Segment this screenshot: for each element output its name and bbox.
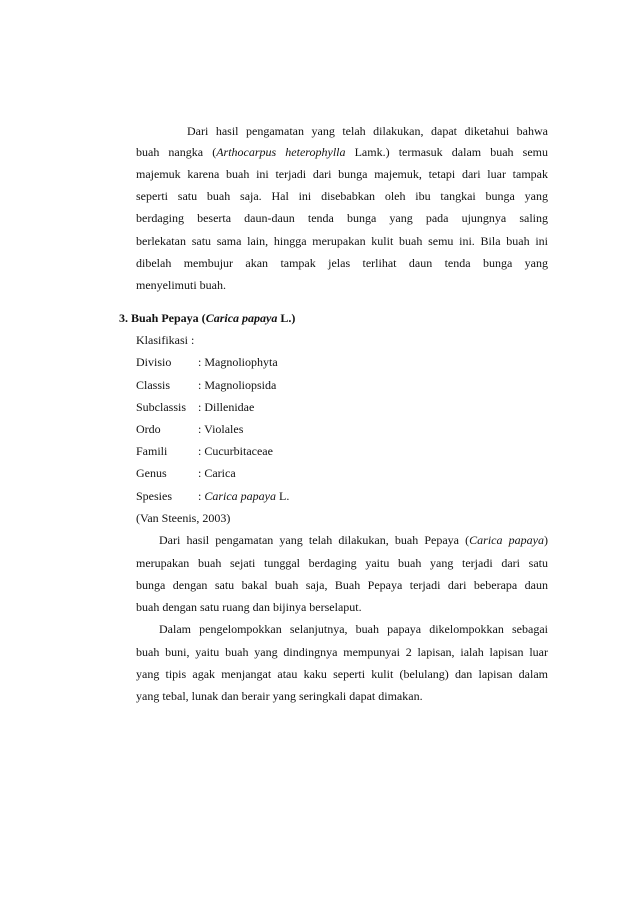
para1-line-8: menyelimuti buah. — [136, 278, 226, 292]
para3-line-2: buah buni, yaitu buah yang dindingnya mempunyai 2 lapisan, ialah lapisan luar — [136, 645, 548, 659]
taxon-value: : Dillenidae — [198, 400, 255, 414]
para3-line-4: yang tebal, lunak dan berair yang seringkali dapat dimakan. — [136, 689, 423, 703]
para1-line-5: berdaging beserta daun-daun tenda bunga yang pada ujungnya saling — [136, 211, 548, 225]
para1-line-3: majemuk karena buah ini terjadi dari bunga majemuk, tetapi dari luar tampak — [136, 167, 548, 181]
species-name-nangka: Arthocarpus heterophylla — [216, 145, 346, 159]
taxon-value: : Carica papaya L. — [198, 489, 290, 503]
para3-line-3: yang tipis agak menjangat atau kaku seperti kulit (belulang) dan lapisan dalam — [136, 667, 548, 681]
para2-line-1: Dari hasil pengamatan yang telah dilakukan, buah Pepaya (Carica papaya) — [159, 533, 548, 547]
taxon-value: : Carica — [198, 466, 236, 480]
para2-line-4: buah dengan satu ruang dan bijinya berselaput. — [136, 600, 362, 614]
para3-line-1: Dalam pengelompokkan selanjutnya, buah papaya dikelompokkan sebagai — [159, 622, 548, 636]
para2-line-2: merupakan buah sejati tunggal berdaging yaitu buah yang terjadi dari satu — [136, 556, 548, 570]
section-heading: 3. Buah Pepaya (Carica papaya L.) — [119, 311, 296, 325]
para1-line-2: buah nangka (Arthocarpus heterophylla Lamk.) termasuk dalam buah semu — [136, 145, 548, 159]
taxon-label: Genus — [136, 466, 167, 480]
taxon-label: Subclassis — [136, 400, 187, 414]
taxon-label: Spesies — [136, 489, 172, 503]
para1-line-4: seperti satu buah saja. Hal ini disebabkan oleh ibu tangkai bunga yang — [136, 189, 548, 203]
citation: (Van Steenis, 2003) — [136, 511, 231, 525]
para2-line-3: bunga dengan satu bakal buah saja, Buah Pepaya terjadi dari beberapa daun — [136, 578, 548, 592]
taxon-value: : Magnoliopsida — [198, 378, 277, 392]
taxon-label: Divisio — [136, 355, 172, 369]
taxon-label: Classis — [136, 378, 171, 392]
para1-line-6: berlekatan satu sama lain, hingga merupakan kulit buah semu ini. Bila buah ini — [136, 234, 548, 248]
taxon-value: : Magnoliophyta — [198, 355, 278, 369]
para1-line-1: Dari hasil pengamatan yang telah dilakukan, dapat diketahui bahwa — [187, 124, 548, 138]
para1-line-7: dibelah membujur akan tampak jelas terlihat daun tenda bunga yang — [136, 256, 548, 270]
taxon-value: : Violales — [198, 422, 244, 436]
klasifikasi-label: Klasifikasi : — [136, 333, 195, 347]
taxon-label: Ordo — [136, 422, 161, 436]
taxon-label: Famili — [136, 444, 168, 458]
taxon-value: : Cucurbitaceae — [198, 444, 273, 458]
